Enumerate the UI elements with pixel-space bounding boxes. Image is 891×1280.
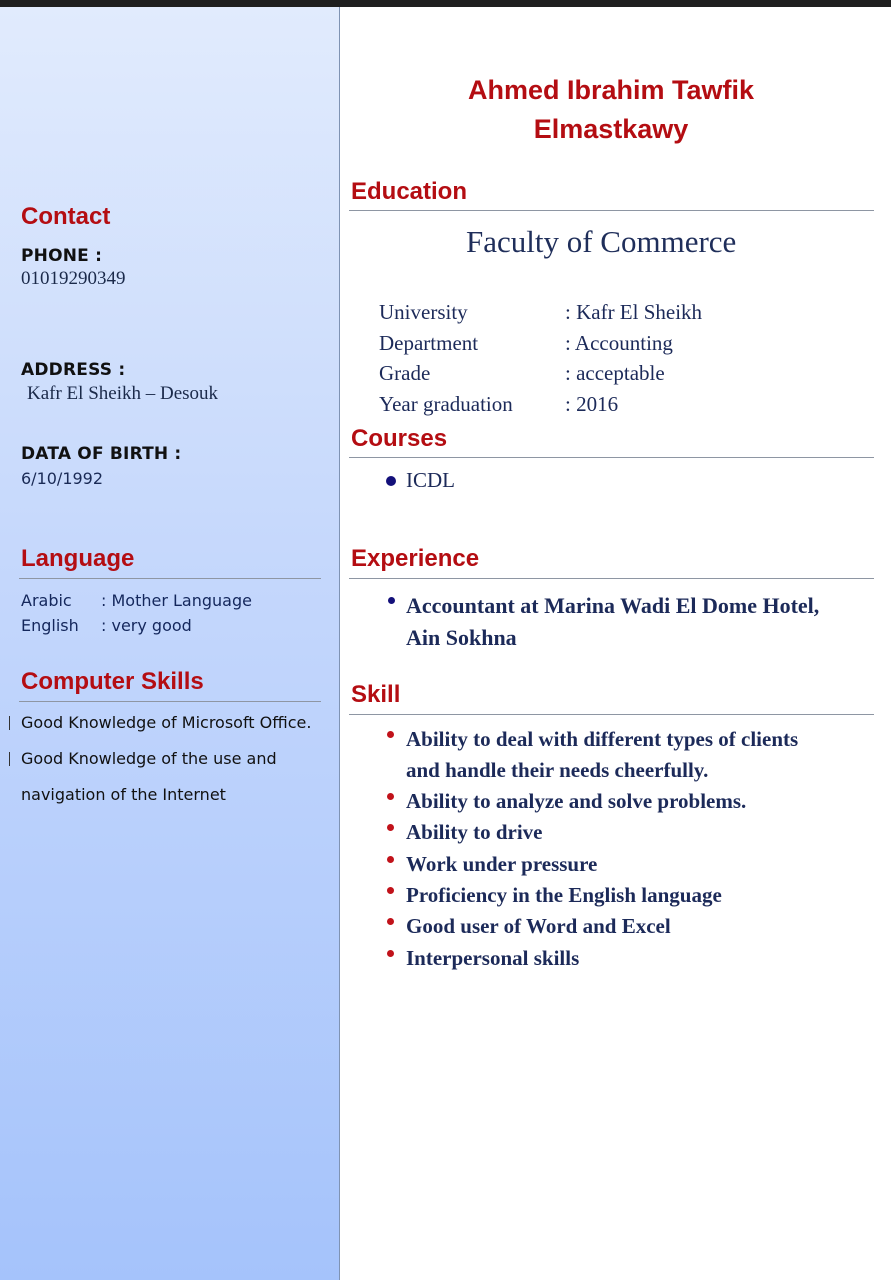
skill-item: Good user of Word and Excel <box>406 914 671 938</box>
name-line-2: Elmastkawy <box>533 114 689 144</box>
list-marker <box>9 752 10 766</box>
education-key-university: University <box>379 300 468 324</box>
skill-item: Ability to analyze and solve problems. <box>406 789 747 813</box>
computer-skill-line: navigation of the Internet <box>21 785 226 804</box>
skill-item: Interpersonal skills <box>406 946 580 970</box>
name-line-1: Ahmed Ibrahim Tawfik <box>467 75 755 105</box>
education-value-grade: : acceptable <box>565 361 665 385</box>
skill-item: Work under pressure <box>406 852 598 876</box>
education-key-year: Year graduation <box>379 392 513 416</box>
dob-value: 6/10/1992 <box>21 469 104 488</box>
courses-rule <box>349 457 874 458</box>
dob-label: DATA OF BIRTH : <box>21 444 182 464</box>
top-bar <box>0 0 891 7</box>
education-key-grade: Grade <box>379 361 431 385</box>
address-label: ADDRESS : <box>21 360 126 380</box>
education-key-department: Department <box>379 331 479 355</box>
phone-label: PHONE : <box>21 246 103 266</box>
language-english-level: : very good <box>101 616 192 635</box>
bullet-icon <box>388 597 395 604</box>
skill-item: Ability to drive <box>406 820 543 844</box>
bullet-icon <box>387 887 394 894</box>
course-item: ICDL <box>406 468 455 492</box>
computer-skills-rule <box>19 701 321 702</box>
skill-title: Skill <box>351 681 401 708</box>
list-marker <box>9 716 10 730</box>
contact-title: Contact <box>21 203 111 230</box>
bullet-icon <box>387 950 394 957</box>
skill-rule <box>349 714 874 715</box>
education-title: Education <box>351 178 468 205</box>
language-title: Language <box>21 545 135 572</box>
experience-line-1: Accountant at Marina Wadi El Dome Hotel, <box>406 593 820 618</box>
language-rule <box>19 578 321 579</box>
experience-line-2: Ain Sokhna <box>406 625 517 650</box>
sidebar <box>0 7 340 1280</box>
language-arabic: Arabic <box>21 591 72 610</box>
computer-skill-line: Good Knowledge of the use and <box>21 749 277 768</box>
bullet-icon <box>387 918 394 925</box>
education-rule <box>349 210 874 211</box>
bullet-icon <box>387 824 394 831</box>
skill-item: Proficiency in the English language <box>406 883 722 907</box>
education-value-department: : Accounting <box>565 331 673 355</box>
language-english: English <box>21 616 79 635</box>
education-value-university: : Kafr El Sheikh <box>565 300 703 324</box>
bullet-icon <box>387 856 394 863</box>
skill-item-1-line-1: Ability to deal with different types of clients <box>406 727 799 751</box>
courses-title: Courses <box>351 425 448 452</box>
experience-rule <box>349 578 874 579</box>
bullet-icon <box>387 731 394 738</box>
computer-skills-title: Computer Skills <box>21 668 204 695</box>
address-value: Kafr El Sheikh – Desouk <box>27 383 219 404</box>
skill-item-1-line-2: and handle their needs cheerfully. <box>406 758 709 782</box>
bullet-icon <box>387 793 394 800</box>
education-value-year: : 2016 <box>565 392 619 416</box>
language-arabic-level: : Mother Language <box>101 591 252 610</box>
faculty-name: Faculty of Commerce <box>466 224 737 259</box>
experience-title: Experience <box>351 545 480 572</box>
bullet-icon <box>386 476 396 486</box>
phone-value: 01019290349 <box>21 268 126 289</box>
computer-skill-line: Good Knowledge of Microsoft Office. <box>21 713 312 732</box>
